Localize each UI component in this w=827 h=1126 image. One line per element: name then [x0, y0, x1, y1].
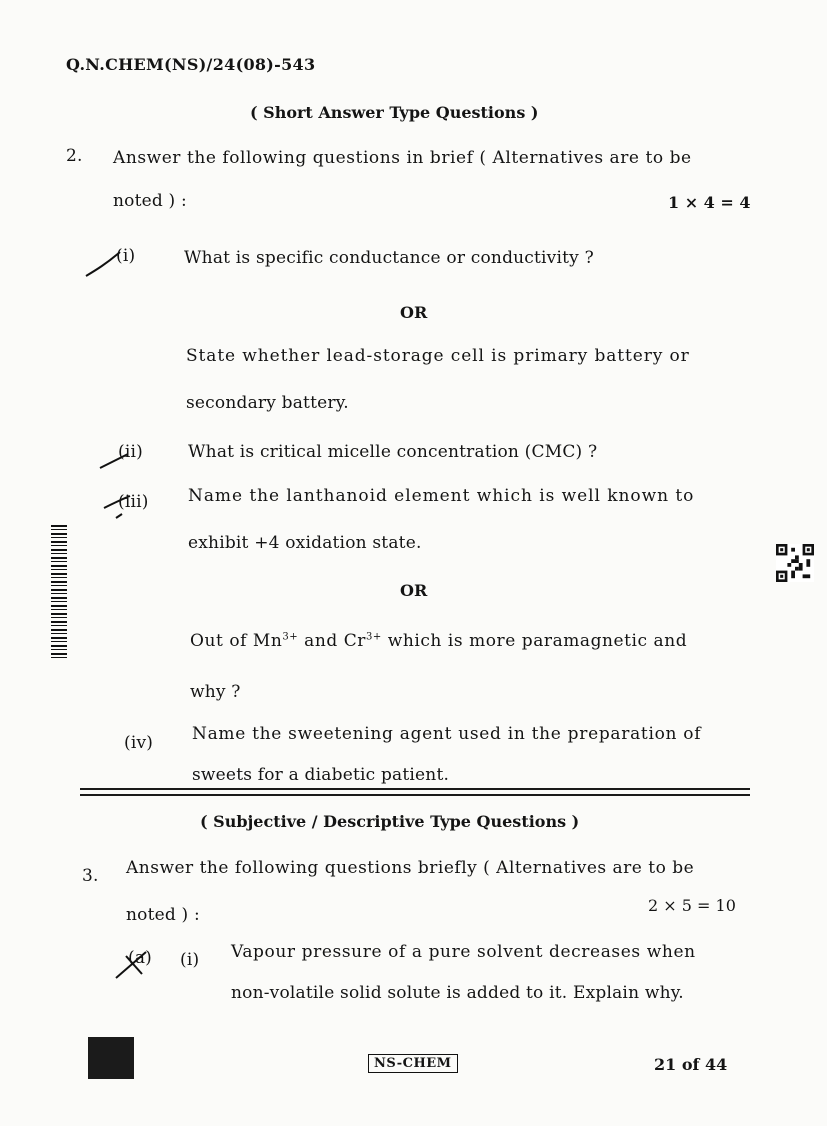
q2-stem-line1: Answer the following questions in brief ( Alternatives are to be	[113, 148, 692, 168]
q2-iv-line2: sweets for a diabetic patient.	[192, 765, 450, 785]
q2-iv-label: (iv)	[124, 733, 154, 753]
q2-marks: 1 × 4 = 4	[668, 193, 751, 212]
q2-ii-label: (ii)	[118, 442, 143, 462]
q2-ii-text: What is critical micelle concentration (CMC) ?	[188, 442, 598, 462]
or-separator-1: OR	[400, 303, 428, 322]
footer-code: NS-CHEM	[368, 1054, 458, 1073]
q2-i-text: What is specific conductance or conductivity ?	[184, 248, 594, 268]
page-number: 21 of 44	[654, 1055, 728, 1074]
or-separator-2: OR	[400, 581, 428, 600]
q2-number: 2.	[66, 146, 83, 166]
q3-stem-line2: noted ) :	[126, 905, 200, 925]
q2-stem-line2: noted ) :	[113, 191, 187, 211]
q3-a-label: (a)	[128, 948, 152, 968]
q2-iii-alt-line2: why ?	[190, 682, 241, 702]
q2-i-label: (i)	[116, 246, 136, 266]
section-title-short: ( Short Answer Type Questions )	[250, 103, 539, 122]
side-barcode	[51, 525, 67, 660]
q2-iv-line1: Name the sweetening agent used in the preparation of	[192, 724, 702, 744]
q3-marks: 2 × 5 = 10	[648, 896, 736, 915]
q3-number: 3.	[82, 866, 99, 886]
q2-iii-label: (iii)	[118, 492, 149, 512]
q2-iii-line1: Name the lanthanoid element which is well known to	[188, 486, 695, 506]
q3-a-i-label: (i)	[180, 950, 200, 970]
q3-a-i-line1: Vapour pressure of a pure solvent decreases when	[231, 942, 696, 962]
q3-a-i-line2: non-volatile solid solute is added to it. Explain why.	[231, 983, 684, 1003]
qr-code	[776, 544, 814, 582]
paper-code: Q.N.CHEM(NS)/24(08)-543	[66, 55, 316, 74]
divider-rule	[80, 788, 750, 790]
ink-stamp-block	[88, 1037, 134, 1079]
q2-i-alt-line1: State whether lead-storage cell is primary battery or	[186, 346, 690, 366]
section-title-subjective: ( Subjective / Descriptive Type Questions )	[200, 812, 580, 831]
q2-i-alt-line2: secondary battery.	[186, 393, 349, 413]
q2-iii-alt-line1: Out of $Mn^{3+}$ and $Cr^{3+}$ which is more paramagnetic and	[190, 631, 688, 651]
q3-stem-line1: Answer the following questions briefly ( Alternatives are to be	[126, 858, 695, 878]
q2-iii-line2: exhibit +4 oxidation state.	[188, 533, 422, 553]
divider-rule	[80, 794, 750, 796]
